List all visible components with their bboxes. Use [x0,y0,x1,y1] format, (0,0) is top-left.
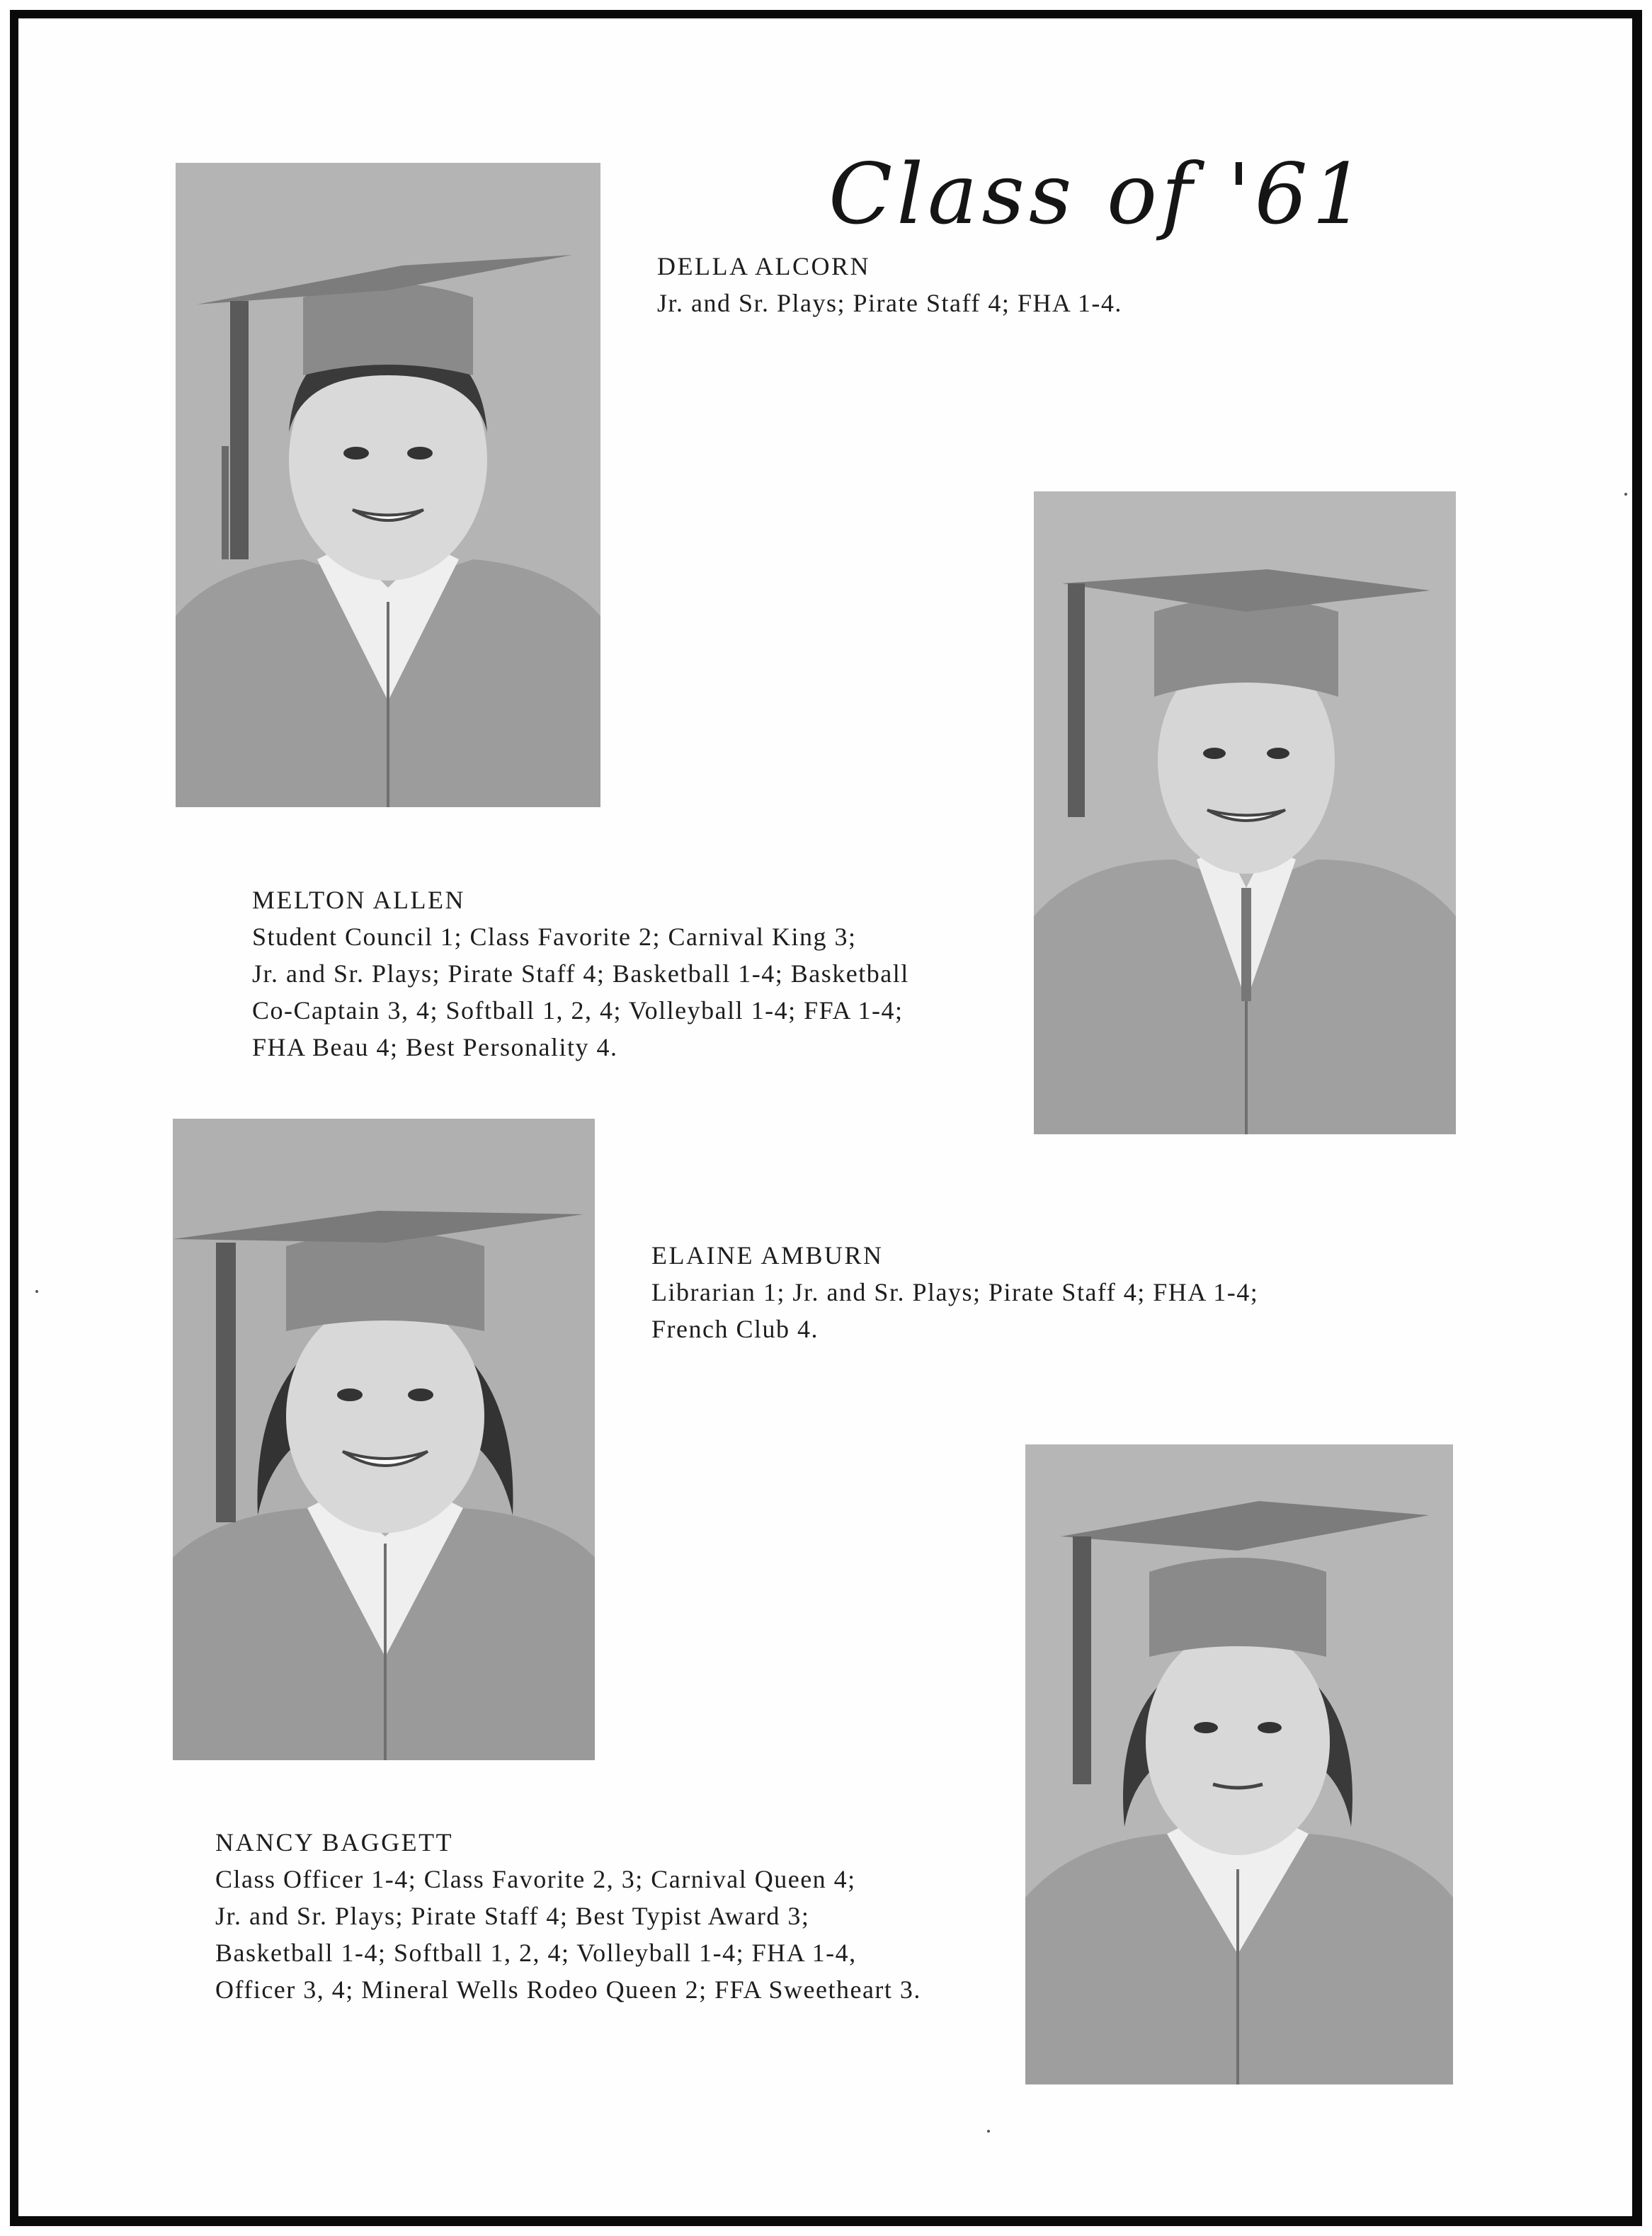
student-activities-line: Jr. and Sr. Plays; Pirate Staff 4; Basketball 1-4; Basketball [252,959,909,988]
student-activities-line: Co-Captain 3, 4; Softball 1, 2, 4; Volleyball 1-4; FFA 1-4; [252,996,904,1025]
student-activities-line: Librarian 1; Jr. and Sr. Plays; Pirate Staff 4; FHA 1-4; [651,1278,1259,1306]
graduate-portrait-icon [173,1119,595,1760]
scan-speck [1624,493,1627,496]
student-activities-line: Basketball 1-4; Softball 1, 2, 4; Volleyball 1-4; FHA 1-4, [215,1939,857,1967]
portrait-photo-elaine-amburn [173,1119,595,1760]
portrait-photo-nancy-baggett [1025,1444,1453,2084]
student-activities-line: Student Council 1; Class Favorite 2; Carnival King 3; [252,923,857,951]
student-name: NANCY BAGGETT [215,1828,454,1856]
student-name: ELAINE AMBURN [651,1241,884,1270]
portrait-photo-della-alcorn [176,163,600,807]
student-activities-line: Class Officer 1-4; Class Favorite 2, 3; Carnival Queen 4; [215,1865,856,1893]
student-bio-melton-allen [252,882,909,1066]
portrait-photo-melton-allen [1034,491,1456,1134]
student-activities-line: FHA Beau 4; Best Personality 4. [252,1033,618,1061]
graduate-portrait-icon [1025,1444,1453,2084]
graduate-portrait-icon [176,163,600,807]
student-activities-line: Officer 3, 4; Mineral Wells Rodeo Queen 2; FFA Sweetheart 3. [215,1975,921,2004]
page-title: Class of '61 [828,145,1369,243]
student-bio-nancy-baggett [215,1824,921,2008]
student-bio-elaine-amburn [651,1237,1258,1347]
student-bio-della-alcorn [657,248,1122,321]
student-name: MELTON ALLEN [252,886,466,914]
graduate-portrait-icon [1034,491,1456,1134]
student-activities-line: Jr. and Sr. Plays; Pirate Staff 4; FHA 1-4. [657,289,1122,317]
student-activities-line: French Club 4. [651,1315,819,1343]
student-name: DELLA ALCORN [657,252,871,280]
student-activities-line: Jr. and Sr. Plays; Pirate Staff 4; Best Typist Award 3; [215,1902,810,1930]
scan-speck [987,2130,990,2133]
scan-speck [35,1290,38,1293]
